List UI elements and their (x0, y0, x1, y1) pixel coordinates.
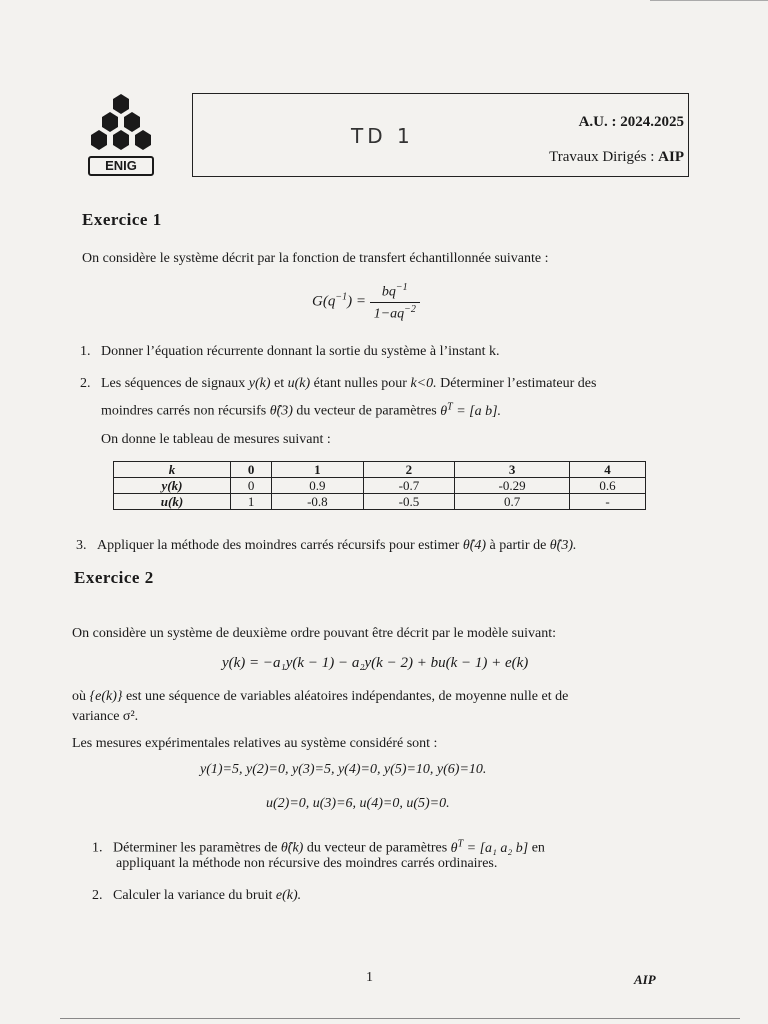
table-cell: -0.29 (455, 478, 570, 494)
transfer-function: $G(q^{-1})$ = $\frac{bq^{-1}}{1-aq^{-2}}$ (312, 282, 420, 322)
param-vector-value: = [a b]. (452, 403, 502, 419)
table-cell: 0.9 (272, 478, 364, 494)
logo-hexagons-icon (80, 92, 162, 158)
q2-text-f: du vecteur de paramètres (292, 403, 441, 419)
tf-numerator: bq (381, 284, 396, 300)
bottom-divider (60, 1018, 740, 1019)
theta-hat-k: θ̂(k) (280, 840, 304, 856)
tf-fraction: $\frac{bq^{-1}}{1-aq^{-2}}$ (370, 282, 420, 322)
q-text: Donner l’équation récurrente donnant la sortie du système à l’instant k. (101, 344, 500, 359)
q2-text: Calculer la variance du bruit (113, 888, 276, 903)
table-cell: 0 (231, 478, 272, 494)
q2-text-c: étant nulles pour (310, 376, 411, 391)
measurement-table (113, 461, 646, 510)
table-cell: 0 (231, 462, 272, 478)
ex2-question-2 (92, 886, 301, 906)
footer-course: AIP (634, 972, 656, 987)
model-equation: y(k) = −a₁y(k − 1) − a₂y(k − 2) + bu(k − 1) + e(k) (222, 655, 529, 671)
table-row (114, 462, 646, 478)
tf-lhs: G(q (312, 293, 336, 310)
subtitle-prefix: Travaux Dirigés : (549, 149, 659, 165)
table-cell: -0.7 (363, 478, 455, 494)
noise-text: est une séquence de variables aléatoires indépendantes, de moyenne nulle et de (122, 689, 569, 704)
variance-text: variance σ². (72, 709, 139, 724)
param-vector: $\theta^T = [a$ b]. (440, 401, 502, 419)
u-measures: u(2)=0, u(3)=6, u(4)=0, u(5)=0. (266, 796, 450, 811)
table-cell: 1 (272, 462, 364, 478)
ex1-question-3 (76, 536, 576, 556)
logo-label: ENIG (88, 156, 154, 176)
measures-intro: Les mesures expérimentales relatives au système considéré sont : (72, 736, 438, 751)
q1-text-b: du vecteur de paramètres (303, 840, 451, 856)
q-number: 3. (76, 538, 87, 553)
q2-text-d: Déterminer l’estimateur des (436, 376, 597, 391)
where-text: où (72, 689, 90, 704)
exercise1-title: Exercice 1 (82, 210, 162, 229)
top-divider (650, 0, 768, 1)
noise-description (72, 687, 672, 707)
theta-hat-4: θ̂(4) (462, 538, 487, 553)
table-cell: 3 (455, 462, 570, 478)
q-number: 2. (92, 888, 103, 903)
q3-text-b: à partir de (486, 538, 550, 553)
table-row (114, 478, 646, 494)
q2-y: y(k) (248, 376, 271, 391)
q2-text-b: et (270, 376, 288, 391)
table-cell: 4 (569, 462, 645, 478)
exercise2-intro: On considère un système de deuxième ordre pouvant être décrit par le modèle suivant: (72, 626, 556, 641)
td-title: TD 1 (351, 124, 414, 148)
q-number: 1. (80, 344, 91, 359)
q1-text-a: Déterminer les paramètres de (113, 840, 281, 856)
q-number: 2. (80, 376, 91, 391)
noise-e: e(k). (275, 888, 302, 903)
exercise2-title: Exercice 2 (74, 568, 154, 587)
param-vector-value: = [a₁ a₂ b] (463, 840, 529, 856)
theta-symbol: θ (440, 403, 448, 419)
table-cell: y(k) (114, 478, 231, 494)
tf-denominator: 1−aq (373, 306, 405, 322)
ex1-question-2 (80, 374, 680, 394)
table-intro: On donne le tableau de mesures suivant : (101, 432, 331, 447)
table-cell: - (569, 494, 645, 510)
table-cell: -0.5 (363, 494, 455, 510)
q-number: 1. (92, 840, 103, 856)
table-cell: k (114, 462, 231, 478)
q2-u: u(k) (287, 376, 311, 391)
q3-text-a: Appliquer la méthode des moindres carrés récursifs pour estimer (97, 538, 463, 553)
table-row (114, 494, 646, 510)
ex1-question-2-line2 (101, 397, 501, 422)
q2-k: k<0. (410, 376, 437, 391)
q2-text-a: Les séquences de signaux (101, 376, 249, 391)
exercise1-intro: On considère le système décrit par la fonction de transfert échantillonnée suivante : (82, 251, 549, 266)
academic-year: A.U. : 2024.2025 (578, 114, 684, 130)
ex1-question-1 (80, 342, 500, 362)
table-cell: 0.6 (569, 478, 645, 494)
table-cell: 1 (231, 494, 272, 510)
table-cell: -0.8 (272, 494, 364, 510)
subtitle-course: AIP (658, 149, 684, 165)
q2-text-e: moindres carrés non récursifs (101, 403, 270, 419)
theta-hat-3: θ̂(3). (549, 538, 577, 553)
param-vector: $\theta^T = [a_1$ a₂ b] (450, 838, 529, 856)
header-box (192, 93, 689, 177)
noise-sequence: {e(k)} (89, 689, 123, 704)
page-number: 1 (366, 970, 373, 985)
theta-hat-3: θ̂(3) (269, 403, 293, 419)
course-subtitle (549, 149, 684, 166)
table-cell: 2 (363, 462, 455, 478)
ex2-question-1-line2: appliquant la méthode non récursive des moindres carrés ordinaires. (116, 856, 498, 871)
table-cell: u(k) (114, 494, 231, 510)
table-cell: 0.7 (455, 494, 570, 510)
q1-text-c: en (528, 840, 545, 856)
enig-logo (80, 92, 162, 182)
theta-symbol: θ (450, 840, 458, 856)
y-measures: y(1)=5, y(2)=0, y(3)=5, y(4)=0, y(5)=10, y(6)=10. (200, 762, 487, 777)
